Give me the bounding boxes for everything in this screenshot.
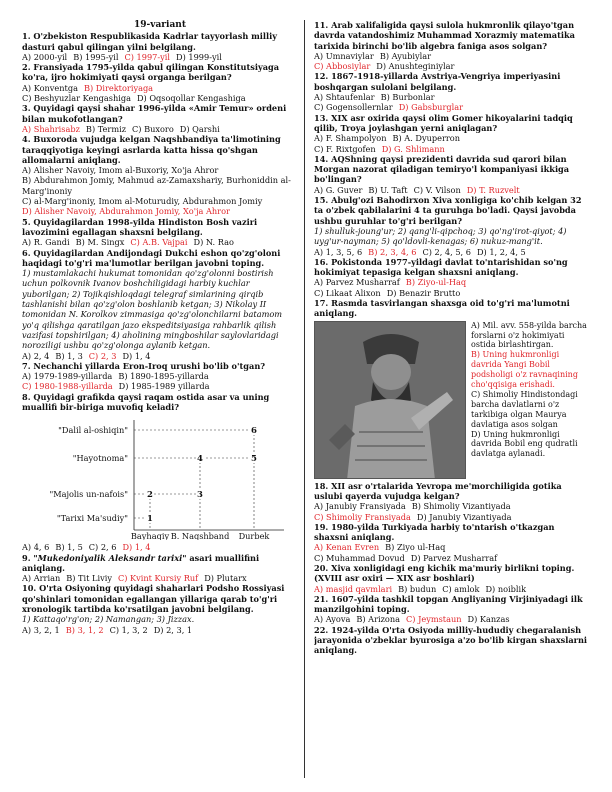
column-label: Durbek: [238, 531, 270, 541]
question-text: 16. Pokistonda 1977-yildagi davlat to'ntarishidan so'ng hokimiyat tepasiga kelgan shaxsni aniqlang.: [314, 256, 568, 278]
option-a[interactable]: A) Alisher Navoiy, Imom al-Buxoriy, Xo'ja Ahror: [22, 165, 219, 176]
answer-options: [314, 542, 590, 552]
option-c[interactable]: C) Shimoliy Hindistondagi barcha davlatlarni o'z tarkibiga olgan Maurya davlatiga asos solgan: [471, 389, 578, 429]
option-b[interactable]: B) 2, 3, 4, 6: [368, 246, 417, 257]
question-text: 6. Quyidagilardan Andijondagi Dukchi eshon qo'zg'oloni haqidagi to'g'ri ma'lumotlar berilgan javobni toping.: [22, 247, 281, 268]
option-d[interactable]: D) 1, 2, 4, 5: [476, 246, 526, 257]
option-d[interactable]: D) Janubiy Vizantiyada: [416, 511, 512, 522]
answer-options: [314, 144, 590, 154]
answer-options: [314, 51, 590, 61]
option-b[interactable]: B) Ayubiylar: [379, 50, 432, 61]
option-a[interactable]: A) F. Shampolyon: [314, 133, 387, 144]
option-d[interactable]: D) Gabsburglar: [398, 102, 464, 113]
question-21: [314, 594, 590, 625]
question-8: [22, 392, 298, 553]
question-text: 14. AQShning qaysi prezidenti davrida sud qarori bilan Morgan nazorat qiladigan temiryo'l kompaniyasi ikkiga bo'lingan?: [314, 153, 570, 185]
answer-options: [314, 614, 590, 624]
option-c[interactable]: C) 1980-1988-yillarda: [22, 381, 113, 392]
option-c[interactable]: C) Likaat Alixon: [314, 287, 381, 298]
option-a[interactable]: A) Shtaufenlar: [314, 92, 375, 103]
question-17: [314, 298, 590, 479]
option-b[interactable]: B) 1995-yil: [73, 51, 119, 62]
option-b[interactable]: B) M. Singx: [75, 237, 125, 248]
option-b[interactable]: B) Direktoriyaga: [83, 82, 154, 93]
question-text: 15. Abulg'ozi Bahodirxon Xiva xonligiga ko'chib kelgan 32 ta o'zbek qabilalarini 4 ta guruhga bo'ladi. Qaysi javobda ushbu guruhlar to'g'ri berilgan?: [314, 195, 582, 226]
option-a[interactable]: A) Ayova: [314, 614, 351, 625]
option-b[interactable]: B) U. Taft: [368, 184, 408, 195]
option-c[interactable]: C) Beshyuzlar Kengashiga: [22, 93, 131, 104]
answer-options: [22, 52, 298, 62]
option-a[interactable]: A) Janubiy Fransiyada: [314, 501, 406, 512]
question-20: [314, 563, 590, 594]
row-label: "Hayotnoma": [72, 453, 128, 464]
question-tail: asari muallifini aniqlang.: [22, 552, 260, 573]
question-text: 10. O'rta Osiyoning quyidagi shaharlari Podsho Rossiyasi qo'shinlari tomonidan egallangan yillariga qarab to'g'ri xronologik tartibda ko'rsatilgan javobni belgilang.: [22, 583, 285, 615]
question-text: 20. Xiva xonligidagi eng kichik ma'muriy birlikni toping. (XVIII asr oxiri — XIX asr boshlari): [314, 562, 575, 584]
option-a[interactable]: A) R. Gandi: [22, 237, 70, 248]
answer-options: [314, 102, 590, 112]
answer-options: [314, 247, 590, 257]
answer-options: [22, 124, 298, 134]
option-b[interactable]: B) Ziyo ul-Haq: [385, 542, 446, 553]
answer-options: [22, 351, 298, 361]
option-a[interactable]: A) 3, 2, 1: [22, 624, 60, 635]
column-label: B. Naqshband: [170, 531, 230, 541]
option-c[interactable]: C) 2, 4, 5, 6: [422, 246, 471, 257]
question-6: [22, 248, 298, 361]
option-c[interactable]: C) Muhammad Dovud: [314, 552, 405, 563]
question-text: 5. Quyidagilardan 1998-yilda Hindiston Bosh vaziri lavozimini egallagan shaxsni belgilang.: [22, 216, 258, 237]
matching-grid-chart: [22, 416, 298, 540]
figure-row: [314, 321, 590, 479]
answer-options: [314, 133, 590, 143]
question-items: 1) mustamlakachi hukumat tomonidan qo'zg'olonni bostirish uchun polkovnik Ivanov boshchiligidagi harbiy kuchlar yuborilgan; 2) Tojikqishloqdagi telegraf simlarining qirqib tashlanishi bilan qo'zg'olon boshlanib ketgan; 3) Nikolay II tomonidan N. Korolkov zimmasiga qo'zg'olonchilarni batamom yo'q qilishga qaratilgan jazo ekspeditsiyasiga rahbarlik qilish vazifasi topshirilgan; 4) aholining mingboshilar saylovlaridagi noroziligi ushbu qo'zg'olonga aylanib ketgan.: [22, 268, 283, 351]
option-b[interactable]: B) Burbonlar: [380, 92, 435, 103]
answer-options: [22, 93, 298, 103]
point-label: 1: [147, 514, 153, 525]
option-b[interactable]: B) Arizona: [356, 614, 401, 625]
option-b[interactable]: B) Uning hukmronligi davrida Yangi Bobil podsholigi o'z ravnaqining cho'qqisiga erishadi.: [471, 350, 578, 390]
option-c[interactable]: C) Kvint Kursiy Ruf: [117, 573, 199, 584]
question-16: [314, 257, 590, 298]
option-b[interactable]: B) 1, 3: [55, 350, 83, 361]
question-9: [22, 553, 298, 584]
option-b[interactable]: B) budun: [398, 583, 437, 594]
option-b[interactable]: B) Termiz: [85, 123, 127, 134]
option-c[interactable]: C) al-Marg'inoniy, Imom al-Moturudiy, Abdurahmon Jomiy: [22, 196, 263, 207]
option-d[interactable]: D) noiblik: [485, 583, 527, 594]
question-items: 1) shulluk-joung'ur; 2) qang'li-qipchoq; 3) qo'ng'irot-qiyot; 4) uyg'ur-nayman; 5) qo'ldovli-kenagas; 6) nukuz-mang'it.: [314, 225, 567, 247]
option-a[interactable]: A) 1979-1989-yillarda: [22, 371, 113, 382]
option-c[interactable]: C) Shimoliy Fransiyada: [314, 511, 411, 522]
option-a[interactable]: A) Mil. avv. 558-yilda barcha forslarni o'z hokimiyati ostida birlashtirgan.: [471, 320, 587, 350]
point-label: 2: [147, 490, 153, 501]
option-d[interactable]: D) 1985-1989 yillarda: [118, 381, 210, 392]
option-d[interactable]: D) Benazir Brutto: [386, 287, 461, 298]
row-label: "Tarixi Ma'sudiy": [56, 513, 128, 524]
answer-options: [314, 584, 590, 594]
question-text: 21. 1607-yilda tashkil topgan Angliyaning Virjiniyadagi ilk manzilgohini toping.: [314, 593, 583, 615]
option-a[interactable]: A) Arrian: [22, 573, 61, 584]
answer-options: [314, 185, 590, 195]
option-b[interactable]: B) Tit Liviy: [66, 573, 112, 584]
question-22: [314, 625, 590, 656]
question-11: [314, 20, 590, 71]
answer-options: [314, 277, 590, 287]
option-c[interactable]: C) Jeymstaun: [406, 614, 462, 625]
answer-options: [314, 61, 590, 71]
option-a[interactable]: A) 4, 6: [22, 542, 50, 553]
row-label: "Dalil al-oshiqin": [58, 425, 128, 436]
option-c[interactable]: C) 1, 3, 2: [109, 624, 148, 635]
option-a[interactable]: A) Shahrisabz: [22, 123, 80, 134]
question-number: 9.: [22, 552, 34, 563]
answer-options: [314, 92, 590, 102]
option-d[interactable]: D) N. Rao: [193, 237, 234, 248]
option-d[interactable]: D) G. Shlimann: [381, 143, 445, 154]
option-c[interactable]: C) amlok: [442, 583, 480, 594]
point-label: 4: [197, 454, 203, 465]
question-5: [22, 217, 298, 248]
relief-figure-drawing: [315, 322, 466, 479]
question-text: 8. Quyidagi grafikda qaysi raqam ostida asar va uning muallifi bir-biriga muvofiq keladi?: [22, 391, 270, 412]
option-d[interactable]: D) Alisher Navoiy, Abdurahmon Jomiy, Xo'ja Ahror: [22, 206, 230, 217]
question-text: 22. 1924-yilda O'rta Osiyoda milliy-hududiy chegaralanish jarayonida o'zbeklar byurosiga a'zo bo'lib kirgan shaxslarni aniqlang.: [314, 624, 588, 656]
question-text: 17. Rasmda tasvirlangan shaxsga oid to'g'ri ma'lumotni aniqlang.: [314, 298, 570, 319]
answer-options: [314, 501, 590, 511]
matching-grid-svg: [22, 416, 292, 540]
option-c[interactable]: C) 2, 6: [88, 542, 117, 553]
option-c[interactable]: C) 2, 3: [88, 350, 117, 361]
question-text: 7. Nechanchi yillarda Eron-Iroq urushi bo'lib o'tgan?: [22, 360, 266, 371]
variant-title: 19-variant: [133, 20, 186, 30]
option-a[interactable]: A) G. Guver: [314, 184, 363, 195]
question-14: [314, 154, 590, 195]
option-a[interactable]: A) Konventga: [22, 82, 78, 93]
option-a[interactable]: A) Kenan Evren: [314, 542, 380, 553]
option-d[interactable]: D) Anushteginiylar: [376, 61, 455, 72]
answer-options: [22, 625, 298, 635]
answer-options: [22, 371, 298, 381]
option-a[interactable]: A) 2, 4: [22, 350, 50, 361]
option-c[interactable]: C) F. Rixtgofen: [314, 143, 376, 154]
option-d[interactable]: D) Uning hukmronligi davrida Bobil eng qudratli davlatga aylanadi.: [471, 429, 578, 459]
answer-options: [314, 512, 590, 522]
question-12: [314, 71, 590, 112]
option-d[interactable]: D) 1, 4: [122, 350, 151, 361]
option-c[interactable]: C) A.B. Vajpai: [130, 237, 188, 248]
right-column: [314, 20, 590, 778]
question-text: 1. O'zbekiston Respublikasida Kadrlar tayyorlash milliy dasturi qabul qilingan yilni belgilang.: [22, 31, 277, 52]
answer-options: [22, 542, 298, 552]
option-b[interactable]: B) A. Dyuperron: [392, 133, 460, 144]
question-2: [22, 62, 298, 103]
option-b[interactable]: B) 3, 1, 2: [65, 624, 104, 635]
question-text: 11. Arab xalifaligida qaysi sulola hukmronlik qilayo'tgan davrda vatandoshimiz Muhammad Xorazmiy matematika tarixida birinchi bo'lib algebra faniga asos solgan?: [314, 20, 575, 51]
option-a[interactable]: A) Parvez Musharraf: [314, 277, 400, 288]
point-label: 5: [251, 454, 257, 465]
option-d[interactable]: D) Parvez Musharraf: [410, 552, 498, 563]
question-15: [314, 195, 590, 257]
question-items: 1) Kattaqo'rg'on; 2) Namangan; 3) Jizzax.: [22, 614, 195, 625]
option-c[interactable]: C) 1997-yil: [124, 51, 170, 62]
question-3: [22, 103, 298, 134]
question-1: [22, 31, 298, 62]
assyrian-relief-image: [314, 321, 466, 479]
option-c[interactable]: C) Buxoro: [132, 123, 174, 134]
question-text: [22, 553, 298, 574]
question-text: 4. Buxoroda vujudga kelgan Naqshbandiya ta'limotining taraqqiyotiga keyingi asrlarda katta hissa qo'shgan allomalarni aniqlang.: [22, 134, 281, 165]
option-b[interactable]: B) Abdurahmon Jomiy, Mahmud az-Zamaxshariy, Burhoniddin al-Marg'inoniy: [22, 175, 291, 196]
question-text: 18. XII asr o'rtalarida Yevropa me'morchiligida gotika uslubi qayerda vujudga kelgan?: [314, 480, 562, 501]
question-4: [22, 134, 298, 216]
option-a[interactable]: A) 2000-yil: [22, 51, 68, 62]
answer-options: [314, 553, 590, 563]
option-b[interactable]: B) 1, 5: [55, 542, 83, 553]
option-c[interactable]: C) Gogensollernlar: [314, 102, 393, 113]
left-column: [22, 20, 305, 778]
answer-options: [22, 573, 298, 583]
answer-options: [314, 288, 590, 298]
question-7: [22, 361, 298, 392]
option-c[interactable]: C) Abbosiylar: [314, 61, 371, 72]
question-text: 13. XIX asr oxirida qaysi olim Gomer hikoyalarini tadqiq qilib, Troya joylashgan yerni aniqlagan?: [314, 112, 573, 133]
question-17-options: [471, 321, 590, 479]
option-d[interactable]: D) Qarshi: [179, 123, 220, 134]
option-d[interactable]: D) 1, 4: [122, 542, 151, 553]
option-b[interactable]: B) 1890-1895-yillarda: [118, 371, 209, 382]
book-title: "Mukedoniyalik Aleksandr tarixi": [33, 552, 187, 563]
option-d[interactable]: D) Oqsoqollar Kengashiga: [136, 93, 246, 104]
option-d[interactable]: D) Plutarx: [204, 573, 247, 584]
option-b[interactable]: B) Shimoliy Vizantiyada: [411, 501, 511, 512]
option-b[interactable]: B) Ziyo-ul-Haq: [405, 277, 467, 288]
question-text: 19. 1980-yilda Turkiyada harbiy to'ntarish o'tkazgan shaxsni aniqlang.: [314, 521, 555, 543]
question-text: 3. Quyidagi qaysi shahar 1996-yilda «Amir Temur» ordeni bilan mukofotlangan?: [22, 103, 287, 124]
option-d[interactable]: D) 2, 3, 1: [153, 624, 193, 635]
answer-options: [22, 381, 298, 391]
answer-options: [22, 237, 298, 247]
question-10: [22, 583, 298, 634]
option-a[interactable]: A) 1, 3, 5, 6: [314, 246, 363, 257]
question-19: [314, 522, 590, 563]
column-label: Bayhaqiy: [130, 531, 170, 541]
option-d[interactable]: D) 1999-yil: [176, 51, 222, 62]
option-c[interactable]: C) V. Vilson: [413, 184, 461, 195]
option-d[interactable]: D) Kanzas: [467, 614, 510, 625]
question-18: [314, 481, 590, 522]
question-text: 2. Fransiyada 1795-yilda qabul qilingan Konstitutsiyaga ko'ra, ijro hokimiyati qaysi organga berilgan?: [22, 62, 280, 83]
answer-options: [22, 83, 298, 93]
question-13: [314, 113, 590, 154]
option-a[interactable]: A) Umnaviylar: [314, 50, 374, 61]
point-label: 3: [197, 490, 203, 501]
row-label: "Majolis un-nafois": [49, 489, 128, 500]
point-label: 6: [251, 426, 257, 437]
option-a[interactable]: A) masjid qavmlari: [314, 583, 393, 594]
option-d[interactable]: D) T. Ruzvelt: [466, 184, 520, 195]
question-text: 12. 1867-1918-yillarda Avstriya-Vengriya imperiyasini boshqargan sulolani belgilang.: [314, 71, 561, 92]
